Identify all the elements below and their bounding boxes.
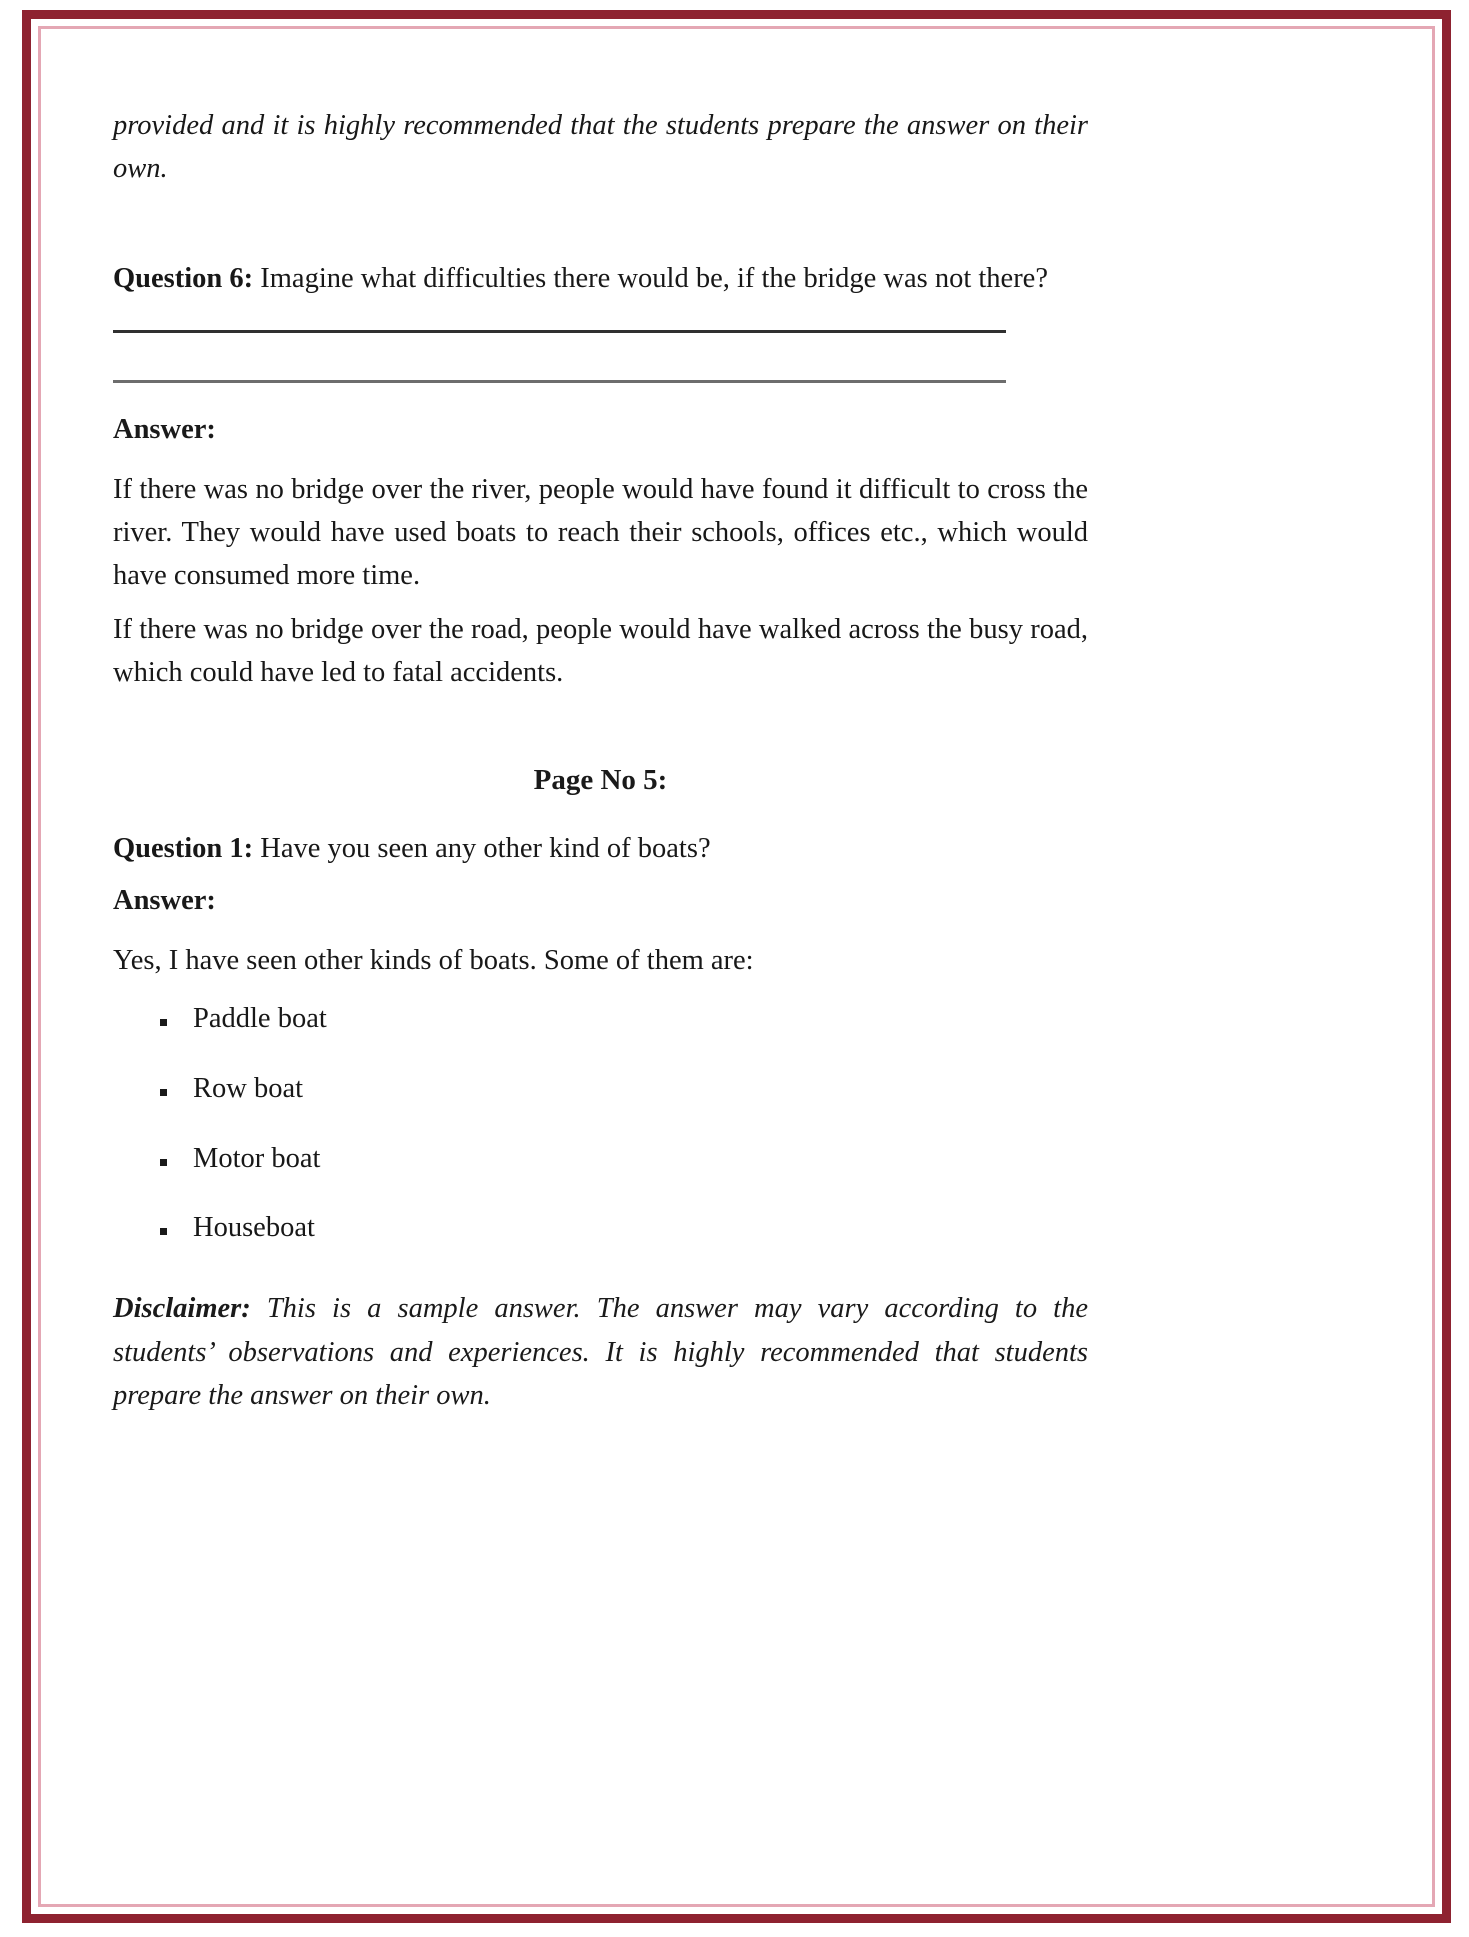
question-6-line (113, 257, 1088, 300)
spacer (113, 982, 1088, 998)
answer-paragraph-1: If there was no bridge over the river, people would have found it difficult to cross the river. They would have used boats to reach their schools, offices etc., which would have consumed more time. (113, 473, 1088, 592)
question-6-label: Question 6: (113, 262, 254, 294)
spacer (113, 801, 1088, 827)
bullet-icon (160, 1089, 167, 1096)
list-item (113, 1207, 1088, 1250)
spacer (113, 923, 1088, 939)
list-item-label: Motor boat (193, 1142, 321, 1174)
list-item-label: Paddle boat (193, 1003, 327, 1035)
disclaimer-text: This is a sample answer. The answer may vary according to the students’ observations and experiences. It is highly recommended that students prepare the answer on their own. (113, 1293, 1088, 1411)
spacer (113, 383, 1088, 409)
spacer (113, 598, 1088, 608)
list-item (113, 1138, 1088, 1181)
question-6-text: Imagine what difficulties there would be, if the bridge was not there? (253, 262, 1048, 294)
question-1-label: Question 1: (113, 832, 254, 864)
answer-heading-q1: Answer: (113, 885, 216, 917)
disclaimer-label: Disclaimer: (113, 1293, 251, 1325)
question-1-line (113, 827, 1088, 870)
intro-continued-paragraph: provided and it is highly recommended that the students prepare the answer on their own. (113, 110, 1088, 185)
list-item (113, 1068, 1088, 1111)
bullet-icon (160, 1019, 167, 1026)
answer-intro-q1: Yes, I have seen other kinds of boats. Some of them are: (113, 944, 754, 976)
bullet-icon (160, 1159, 167, 1166)
spacer (113, 870, 1088, 880)
page-no-heading: Page No 5: (533, 764, 668, 797)
list-item-label: Houseboat (193, 1212, 315, 1244)
answer-blank-lines (113, 330, 1006, 383)
answer-heading-q6: Answer: (113, 413, 216, 445)
bullet-icon (160, 1228, 167, 1235)
question-1-text: Have you seen any other kind of boats? (253, 832, 711, 864)
spacer (113, 452, 1088, 468)
disclaimer-paragraph (113, 1287, 1088, 1417)
answer-paragraph-2: If there was no bridge over the road, people would have walked across the busy road, which could have led to fatal accidents. (113, 613, 1088, 688)
spacer (113, 694, 1088, 760)
spacer (113, 191, 1088, 257)
list-item (113, 998, 1088, 1041)
list-item-label: Row boat (193, 1072, 304, 1104)
answer-blank-line-1 (113, 330, 1006, 333)
boat-type-list (113, 998, 1088, 1250)
spacer (113, 1277, 1088, 1287)
document-content (113, 104, 1088, 1417)
